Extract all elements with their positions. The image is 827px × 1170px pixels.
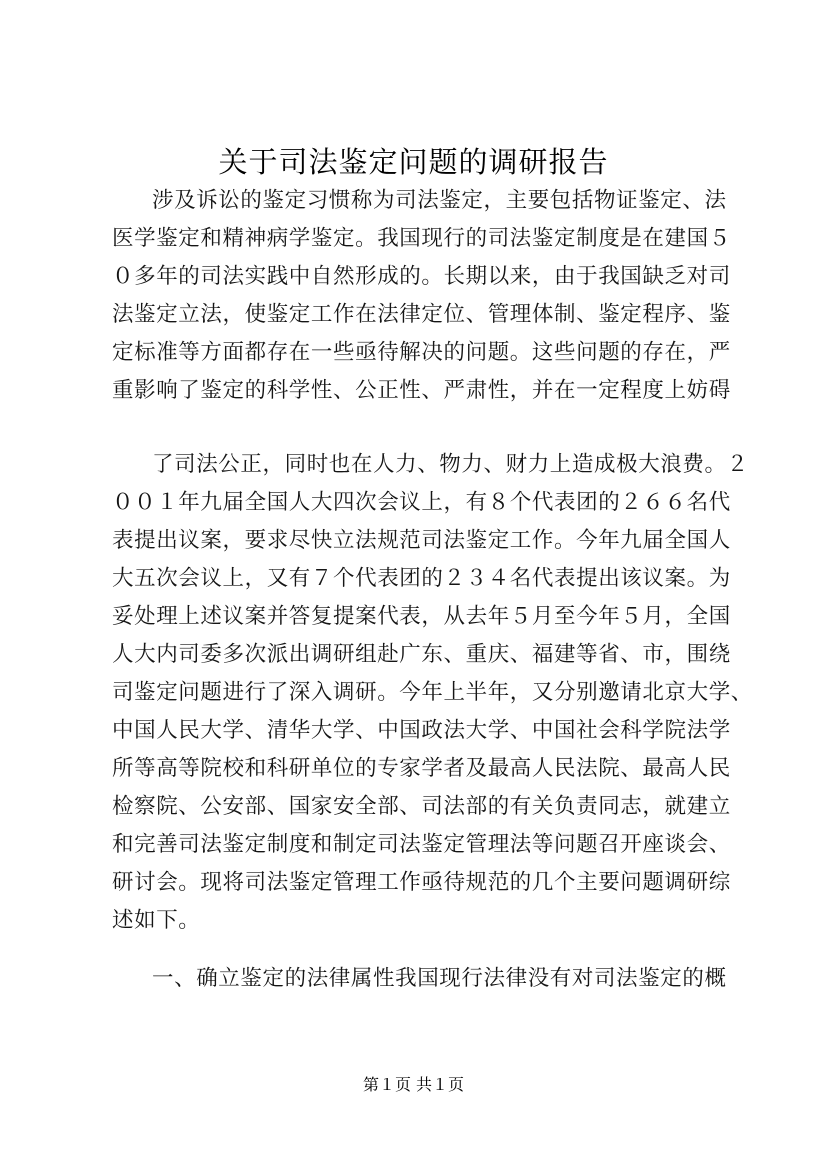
body-line: 定标准等方面都存在一些亟待解决的问题。这些问题的存在，严 — [112, 340, 731, 365]
body-line: 一、确立鉴定的法律属性我国现行法律没有对司法鉴定的概 — [152, 966, 727, 991]
body-line: ０多年的司法实践中自然形成的。长期以来，由于我国缺乏对司 — [112, 264, 731, 289]
body-line: 检察院、公安部、国家安全部、司法部的有关负责同志，就建立 — [112, 794, 731, 819]
body-line: 重影响了鉴定的科学性、公正性、严肃性，并在一定程度上妨碍 — [112, 378, 731, 403]
body-line: 所等高等院校和科研单位的专家学者及最高人民法院、最高人民 — [112, 756, 731, 781]
body-line: 妥处理上述议案并答复提案代表，从去年５月至今年５月，全国 — [112, 604, 731, 629]
body-line: 中国人民大学、清华大学、中国政法大学、中国社会科学院法学 — [112, 718, 731, 743]
body-line: 大五次会议上，又有７个代表团的２３４名代表提出该议案。为 — [112, 566, 731, 591]
body-line: 表提出议案，要求尽快立法规范司法鉴定工作。今年九届全国人 — [112, 528, 731, 553]
body-line: ００１年九届全国人大四次会议上，有８个代表团的２６６名代 — [112, 490, 731, 515]
body-line: 研讨会。现将司法鉴定管理工作亟待规范的几个主要问题调研综 — [112, 870, 731, 895]
body-line: 司鉴定问题进行了深入调研。今年上半年，又分别邀请北京大学、 — [112, 680, 753, 705]
body-line: 涉及诉讼的鉴定习惯称为司法鉴定，主要包括物证鉴定、法 — [152, 188, 727, 213]
body-line: 述如下。 — [112, 908, 201, 933]
body-line: 医学鉴定和精神病学鉴定。我国现行的司法鉴定制度是在建国５ — [112, 226, 731, 251]
page-footer: 第１页 共１页 — [362, 1075, 465, 1094]
body-line: 法鉴定立法，使鉴定工作在法律定位、管理体制、鉴定程序、鉴 — [112, 302, 731, 327]
body-line: 人大内司委多次派出调研组赴广东、重庆、福建等省、市，围绕 — [112, 642, 731, 667]
page-title: 关于司法鉴定问题的调研报告 — [218, 145, 609, 179]
body-line: 了司法公正，同时也在人力、物力、财力上造成极大浪费。２ — [152, 452, 749, 477]
body-line: 和完善司法鉴定制度和制定司法鉴定管理法等问题召开座谈会、 — [112, 832, 731, 857]
